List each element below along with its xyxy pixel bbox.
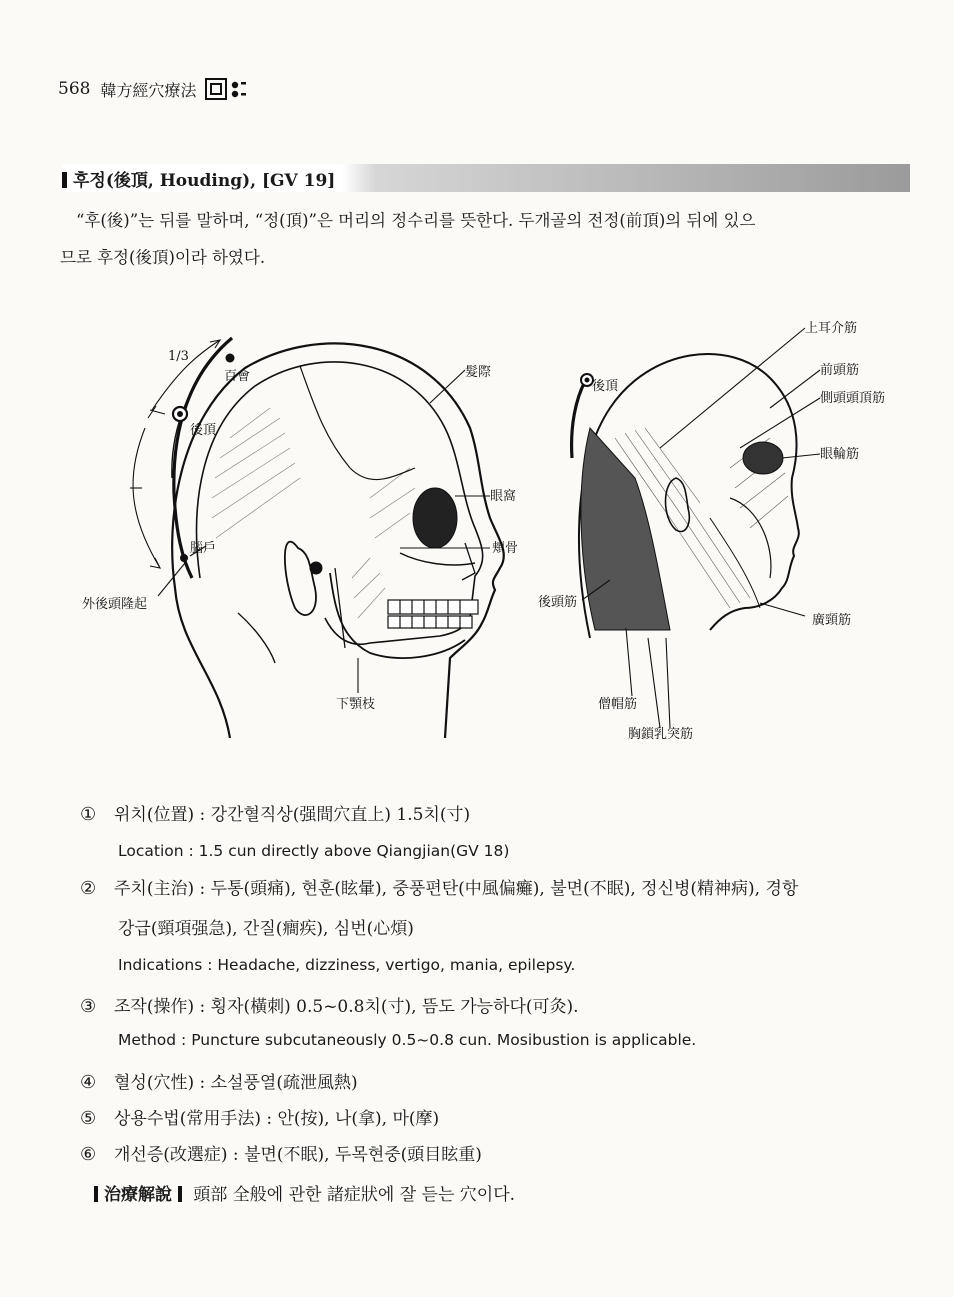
occipital-muscle-label: 後頭筋: [538, 595, 578, 610]
item-text: 상용수법(常用手法) : 안(按), 나(拿), 마(摩): [114, 1109, 440, 1129]
item-text: 혈성(穴性) : 소설풍열(疏泄風熱): [114, 1073, 358, 1093]
item-text: 조작(操作) : 횡자(橫刺) 0.5~0.8치(寸), 뜸도 가능하다(可灸).: [114, 997, 579, 1017]
hairline-label: 髮際: [465, 365, 492, 380]
treatment-note: [88, 1180, 515, 1205]
item-location: [80, 800, 470, 825]
intro-paragraph: [60, 202, 912, 276]
item-nature: [80, 1068, 358, 1093]
eye-socket-label: 眼窩: [490, 489, 517, 504]
item-number: ①: [80, 804, 97, 825]
houding-label-left: 後頂: [190, 423, 217, 438]
item-text: 주치(主治) : 두통(頭痛), 현훈(眩暈), 중풍편탄(中風偏癱), 불면(不眠), 정신병(精神病), 경항: [114, 879, 799, 899]
item-number: ⑥: [80, 1144, 97, 1165]
section-title-text: 후정(後頂, Houding), [GV 19]: [73, 171, 336, 191]
trapezius-label: 僧帽筋: [598, 697, 638, 712]
section-title: [62, 166, 335, 191]
note-marker-icon: [94, 1186, 98, 1202]
item-text: 개선증(改選症) : 불면(不眠), 두목현중(頭目眩重): [114, 1145, 482, 1165]
item-method: [80, 992, 579, 1017]
houding-point-left-center: [177, 411, 183, 417]
anatomy-figure: [70, 318, 910, 758]
item-number: ④: [80, 1072, 97, 1093]
note-tag: 治療解說: [104, 1185, 172, 1205]
platysma-label: 廣頸筋: [812, 613, 852, 628]
mandible-label: 下顎枝: [336, 697, 376, 712]
naohu-point: [180, 554, 188, 562]
sternocleidomastoid-label: 胸鎖乳突筋: [628, 727, 694, 742]
note-text: 頭部 全般에 관한 諸症狀에 잘 듣는 穴이다.: [193, 1185, 516, 1205]
item-location-english: Location : 1.5 cun directly above Qiangjian(GV 18): [118, 842, 510, 860]
item-number: ②: [80, 878, 97, 899]
houding-label-right: 後頂: [592, 379, 619, 394]
item-indications-continued: 강급(頸項强急), 간질(癎疾), 심번(心煩): [118, 919, 414, 939]
muscle-head-drawing: [572, 354, 799, 638]
houding-point-right-center: [585, 378, 590, 383]
item-number: ⑤: [80, 1108, 97, 1129]
protuberance-label: 外後頭隆起: [82, 597, 148, 612]
auricular-muscle-label: 上耳介筋: [805, 321, 858, 336]
head-illustration: [70, 318, 910, 758]
item-number: ③: [80, 996, 97, 1017]
item-method-english: Method : Puncture subcutaneously 0.5~0.8 cun. Mosibustion is applicable.: [118, 1031, 697, 1049]
item-indications: [80, 874, 798, 899]
skull-profile-drawing: [130, 338, 504, 738]
baihui-point: [226, 354, 235, 363]
temporoparietal-label: 側頭頭頂筋: [820, 391, 886, 406]
intro-line-1: [60, 202, 912, 239]
orbicularis-label: 眼輪筋: [820, 447, 860, 462]
note-marker-icon: [178, 1186, 182, 1202]
item-techniques: [80, 1104, 439, 1129]
item-indications-english: Indications : Headache, dizziness, vertigo, mania, epilepsy.: [118, 956, 576, 974]
cheekbone-label: 頬骨: [492, 541, 519, 556]
intro-line-1-text: “후(後)”는 뒤를 말하며, “정(頂)”은 머리의 정수리를 뜻한다. 두개골의 전정(前頂)의 뒤에 있으: [76, 211, 756, 230]
book-title: 韓方經穴療法: [100, 80, 197, 100]
item-text: 위치(位置) : 강간혈직상(强間穴直上) 1.5치(寸): [114, 805, 471, 825]
intro-line-2: 므로 후정(後頂)이라 하였다.: [60, 248, 266, 267]
page-number: 568: [58, 79, 91, 99]
chapter-logo-icon: [204, 76, 248, 102]
frontalis-label: 前頭筋: [820, 363, 860, 378]
page-header: [58, 74, 248, 104]
section-marker-icon: [62, 172, 67, 188]
item-symptoms: [80, 1140, 482, 1165]
naohu-label: 腦戶: [190, 541, 217, 556]
fraction-label: 1/3: [168, 349, 189, 364]
baihui-label: 百會: [224, 369, 251, 384]
